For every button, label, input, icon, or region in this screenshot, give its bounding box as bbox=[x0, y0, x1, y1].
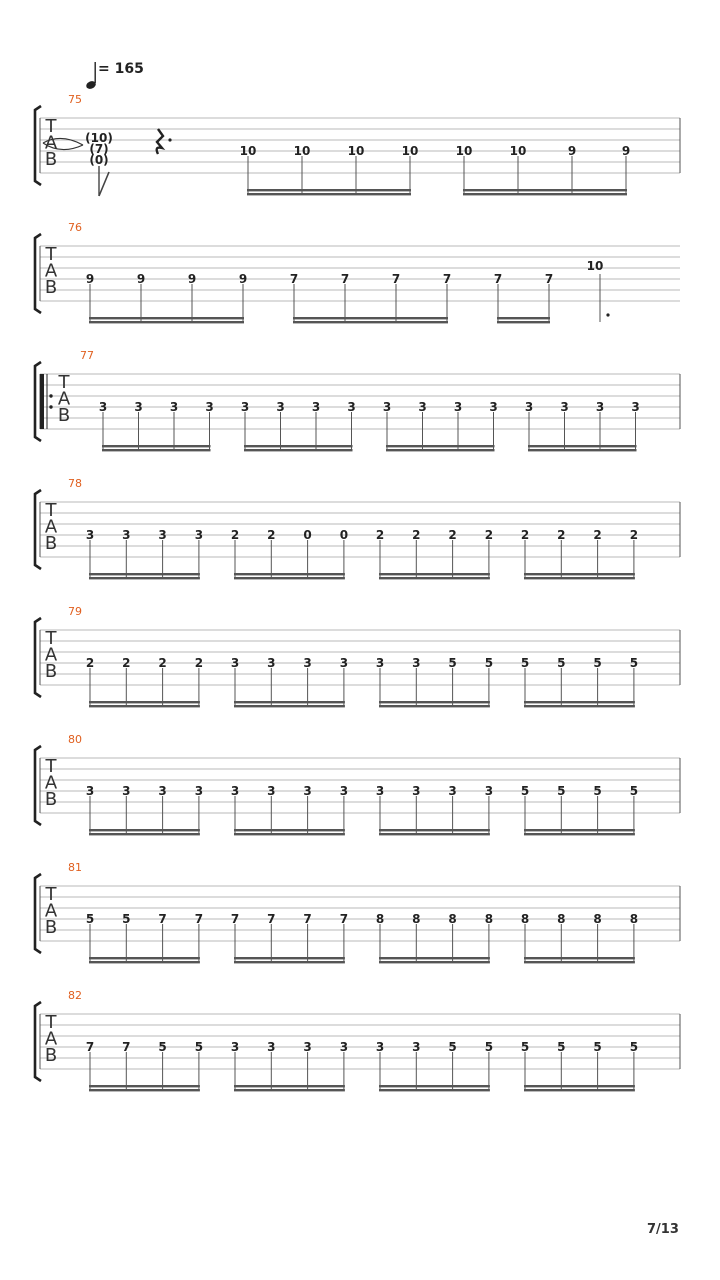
beam bbox=[524, 1089, 635, 1091]
fret-number: 5 bbox=[593, 784, 602, 798]
fret-number: 5 bbox=[629, 656, 639, 670]
tab-system bbox=[0, 989, 720, 1104]
fret-number: 3 bbox=[418, 400, 427, 414]
beam bbox=[89, 701, 200, 703]
beam bbox=[89, 829, 200, 831]
page-number: 7/13 bbox=[647, 1222, 679, 1237]
fret-number: 9 bbox=[567, 144, 577, 158]
fret-number: 5 bbox=[520, 1040, 530, 1054]
fret-number: 7 bbox=[442, 272, 452, 286]
fret-number: 10 bbox=[455, 144, 473, 158]
tab-clef-letter: A bbox=[44, 900, 58, 922]
tab-staff bbox=[0, 354, 720, 464]
fret-number: 7 bbox=[194, 912, 204, 926]
beam bbox=[247, 189, 411, 191]
fret-number: 5 bbox=[484, 1040, 494, 1054]
beam bbox=[234, 961, 345, 963]
fret-number: 3 bbox=[267, 784, 276, 798]
fret-number: 2 bbox=[267, 528, 276, 542]
beam bbox=[102, 449, 211, 451]
beam bbox=[379, 705, 490, 707]
beam bbox=[234, 1085, 345, 1087]
repeat-dot bbox=[49, 394, 52, 397]
fret-number: 3 bbox=[412, 784, 421, 798]
fret-number: 9 bbox=[238, 272, 248, 286]
fret-number: 7 bbox=[289, 272, 299, 286]
fret-number: 3 bbox=[382, 400, 392, 414]
beam bbox=[102, 445, 211, 447]
tab-clef-letter: T bbox=[45, 116, 57, 137]
fret-number: 3 bbox=[158, 528, 167, 542]
tab-clef-letter: B bbox=[57, 405, 71, 426]
beam bbox=[524, 701, 635, 703]
beam bbox=[528, 445, 637, 447]
fret-number: 10 bbox=[239, 144, 257, 158]
fret-number: 3 bbox=[524, 400, 534, 414]
beam bbox=[89, 705, 200, 707]
fret-number: 3 bbox=[134, 400, 143, 414]
chord-fret: (10) bbox=[85, 131, 113, 145]
tab-clef-letter: B bbox=[44, 661, 58, 682]
repeat-dot bbox=[49, 405, 52, 408]
beam bbox=[524, 957, 635, 959]
tab-clef-letter: A bbox=[44, 772, 58, 794]
fret-number: 2 bbox=[593, 528, 602, 542]
beam bbox=[89, 1085, 200, 1087]
tab-clef-letter: B bbox=[44, 789, 58, 810]
fret-number: 0 bbox=[339, 528, 349, 542]
fret-number: 2 bbox=[412, 528, 421, 542]
fret-number: 3 bbox=[230, 656, 240, 670]
beam bbox=[293, 321, 448, 323]
fret-number: 3 bbox=[484, 784, 494, 798]
beam bbox=[234, 573, 345, 575]
fret-number: 7 bbox=[493, 272, 503, 286]
tab-clef-letter: A bbox=[44, 132, 58, 154]
fret-number: 5 bbox=[520, 656, 530, 670]
beam bbox=[524, 1085, 635, 1087]
fret-number: 10 bbox=[293, 144, 311, 158]
beam bbox=[524, 961, 635, 963]
fret-number: 2 bbox=[484, 528, 494, 542]
fret-number: 3 bbox=[276, 400, 285, 414]
fret-number: 10 bbox=[586, 259, 604, 273]
beam bbox=[524, 705, 635, 707]
fret-number: 9 bbox=[136, 272, 146, 286]
tab-system bbox=[0, 861, 720, 976]
fret-number: 5 bbox=[448, 1040, 457, 1054]
fret-number: 2 bbox=[557, 528, 566, 542]
fret-number: 5 bbox=[158, 1040, 167, 1054]
tab-clef-letter: A bbox=[57, 388, 71, 410]
tab-clef-letter: B bbox=[44, 533, 58, 554]
tab-clef-letter: B bbox=[44, 917, 58, 938]
beam bbox=[234, 833, 345, 835]
measure-number: 80 bbox=[68, 733, 82, 746]
fret-number: 5 bbox=[520, 784, 530, 798]
beam bbox=[524, 833, 635, 835]
tab-clef-letter: A bbox=[44, 516, 58, 538]
fret-number: 7 bbox=[303, 912, 312, 926]
fret-number: 5 bbox=[557, 656, 566, 670]
tab-clef-letter: B bbox=[44, 277, 58, 298]
measure-number: 82 bbox=[68, 989, 82, 1002]
beam bbox=[89, 321, 244, 323]
fret-number: 3 bbox=[240, 400, 250, 414]
beam bbox=[497, 321, 550, 323]
fret-number: 8 bbox=[412, 912, 421, 926]
fret-number: 7 bbox=[85, 1040, 95, 1054]
chord-fret: (7) bbox=[89, 142, 109, 156]
fret-number: 2 bbox=[194, 656, 204, 670]
fret-number: 8 bbox=[484, 912, 494, 926]
fret-number: 5 bbox=[593, 656, 602, 670]
beam bbox=[89, 1089, 200, 1091]
fret-number: 3 bbox=[347, 400, 356, 414]
tab-staff bbox=[0, 738, 720, 848]
tab-system bbox=[0, 733, 720, 848]
tab-clef-letter: A bbox=[44, 644, 58, 666]
fret-number: 5 bbox=[557, 784, 566, 798]
fret-number: 8 bbox=[629, 912, 639, 926]
tab-staff bbox=[0, 226, 720, 336]
beam bbox=[497, 317, 550, 319]
fret-number: 3 bbox=[303, 656, 312, 670]
measure-number: 77 bbox=[80, 349, 94, 362]
fret-number: 10 bbox=[401, 144, 419, 158]
fret-number: 3 bbox=[375, 656, 385, 670]
note-flag-icon bbox=[99, 172, 109, 196]
tab-clef-letter: T bbox=[45, 1012, 57, 1033]
fret-number: 8 bbox=[593, 912, 602, 926]
fret-number: 5 bbox=[85, 912, 95, 926]
tab-staff bbox=[0, 98, 720, 208]
beam bbox=[234, 701, 345, 703]
fret-number: 3 bbox=[595, 400, 605, 414]
fret-number: 2 bbox=[158, 656, 167, 670]
fret-number: 5 bbox=[448, 656, 457, 670]
tab-clef-letter: T bbox=[45, 884, 57, 905]
fret-number: 3 bbox=[375, 784, 385, 798]
fret-number: 3 bbox=[230, 1040, 240, 1054]
beam bbox=[234, 1089, 345, 1091]
beam bbox=[379, 577, 490, 579]
fret-number: 7 bbox=[340, 272, 350, 286]
fret-number: 3 bbox=[303, 1040, 312, 1054]
tab-clef-letter: T bbox=[45, 756, 57, 777]
fret-number: 3 bbox=[560, 400, 569, 414]
beam bbox=[89, 317, 244, 319]
beam bbox=[524, 829, 635, 831]
fret-number: 5 bbox=[629, 784, 639, 798]
rest-dot bbox=[168, 138, 171, 141]
fret-number: 5 bbox=[593, 1040, 602, 1054]
fret-number: 3 bbox=[205, 400, 214, 414]
fret-number: 3 bbox=[122, 528, 131, 542]
beam bbox=[234, 957, 345, 959]
fret-number: 5 bbox=[122, 912, 131, 926]
tab-system bbox=[0, 93, 720, 208]
fret-number: 7 bbox=[544, 272, 554, 286]
fret-number: 3 bbox=[169, 400, 179, 414]
fret-number: 3 bbox=[85, 528, 95, 542]
beam bbox=[379, 1085, 490, 1087]
fret-number: 0 bbox=[303, 528, 312, 542]
beam bbox=[524, 577, 635, 579]
fret-number: 5 bbox=[484, 656, 494, 670]
fret-number: 2 bbox=[122, 656, 131, 670]
fret-number: 3 bbox=[158, 784, 167, 798]
beam bbox=[89, 957, 200, 959]
beam bbox=[379, 957, 490, 959]
fret-number: 3 bbox=[412, 656, 421, 670]
fret-number: 3 bbox=[267, 1040, 276, 1054]
fret-number: 5 bbox=[629, 1040, 639, 1054]
measure-number: 78 bbox=[68, 477, 82, 490]
tab-clef-letter: B bbox=[44, 149, 58, 170]
fret-number: 3 bbox=[339, 656, 349, 670]
beam bbox=[234, 577, 345, 579]
tab-clef-letter: T bbox=[45, 244, 57, 265]
tab-staff bbox=[0, 994, 720, 1104]
tab-clef-letter: T bbox=[45, 628, 57, 649]
beam bbox=[379, 701, 490, 703]
fret-number: 3 bbox=[230, 784, 240, 798]
fret-number: 10 bbox=[347, 144, 365, 158]
beam bbox=[89, 577, 200, 579]
beam bbox=[244, 445, 353, 447]
tab-system bbox=[0, 477, 720, 592]
fret-number: 3 bbox=[489, 400, 498, 414]
fret-number: 8 bbox=[448, 912, 457, 926]
beam bbox=[386, 445, 495, 447]
tab-clef-letter: A bbox=[44, 1028, 58, 1050]
beam bbox=[89, 573, 200, 575]
measure-number: 76 bbox=[68, 221, 82, 234]
fret-number: 7 bbox=[230, 912, 240, 926]
beam bbox=[379, 961, 490, 963]
fret-number: 3 bbox=[412, 1040, 421, 1054]
measure-number: 75 bbox=[68, 93, 82, 106]
fret-number: 9 bbox=[187, 272, 197, 286]
tab-clef-letter: B bbox=[44, 1045, 58, 1066]
fret-number: 8 bbox=[375, 912, 385, 926]
fret-number: 3 bbox=[85, 784, 95, 798]
fret-number: 2 bbox=[375, 528, 385, 542]
fret-number: 10 bbox=[509, 144, 527, 158]
fret-number: 2 bbox=[520, 528, 530, 542]
fret-number: 3 bbox=[267, 656, 276, 670]
fret-number: 3 bbox=[194, 528, 204, 542]
tab-system bbox=[0, 221, 720, 336]
fret-number: 3 bbox=[311, 400, 321, 414]
tab-system bbox=[0, 605, 720, 720]
duration-dot bbox=[606, 313, 609, 316]
beam bbox=[247, 193, 411, 195]
repeat-thick-bar bbox=[40, 374, 44, 429]
fret-number: 2 bbox=[448, 528, 457, 542]
fret-number: 3 bbox=[453, 400, 463, 414]
fret-number: 3 bbox=[339, 784, 349, 798]
fret-number: 3 bbox=[448, 784, 457, 798]
fret-number: 7 bbox=[122, 1040, 131, 1054]
fret-number: 7 bbox=[267, 912, 276, 926]
fret-number: 3 bbox=[631, 400, 640, 414]
fret-number: 3 bbox=[122, 784, 131, 798]
fret-number: 3 bbox=[375, 1040, 385, 1054]
tempo-bpm: = 165 bbox=[98, 61, 144, 77]
fret-number: 3 bbox=[339, 1040, 349, 1054]
tab-clef-letter: T bbox=[58, 372, 70, 393]
tab-clef-letter: T bbox=[45, 500, 57, 521]
beam bbox=[293, 317, 448, 319]
beam bbox=[524, 573, 635, 575]
quarter-rest-icon bbox=[157, 129, 163, 154]
beam bbox=[234, 705, 345, 707]
fret-number: 7 bbox=[158, 912, 167, 926]
beam bbox=[386, 449, 495, 451]
beam bbox=[89, 833, 200, 835]
tab-clef-letter: A bbox=[44, 260, 58, 282]
beam bbox=[244, 449, 353, 451]
measure-number: 79 bbox=[68, 605, 82, 618]
beam bbox=[379, 829, 490, 831]
fret-number: 5 bbox=[194, 1040, 204, 1054]
tab-staff bbox=[0, 866, 720, 976]
beam bbox=[463, 189, 627, 191]
tab-staff bbox=[0, 482, 720, 592]
beam bbox=[379, 1089, 490, 1091]
fret-number: 3 bbox=[194, 784, 204, 798]
measure-number: 81 bbox=[68, 861, 82, 874]
beam bbox=[379, 833, 490, 835]
tab-system bbox=[0, 349, 720, 464]
fret-number: 5 bbox=[557, 1040, 566, 1054]
beam bbox=[379, 573, 490, 575]
tab-staff bbox=[0, 610, 720, 720]
fret-number: 7 bbox=[339, 912, 349, 926]
fret-number: 2 bbox=[629, 528, 639, 542]
fret-number: 9 bbox=[85, 272, 95, 286]
fret-number: 2 bbox=[230, 528, 240, 542]
fret-number: 2 bbox=[85, 656, 95, 670]
fret-number: 8 bbox=[557, 912, 566, 926]
beam bbox=[528, 449, 637, 451]
beam bbox=[234, 829, 345, 831]
chord-fret: (0) bbox=[89, 153, 109, 167]
fret-number: 7 bbox=[391, 272, 401, 286]
fret-number: 3 bbox=[303, 784, 312, 798]
fret-number: 8 bbox=[520, 912, 530, 926]
beam bbox=[89, 961, 200, 963]
fret-number: 3 bbox=[98, 400, 108, 414]
fret-number: 9 bbox=[621, 144, 631, 158]
beam bbox=[463, 193, 627, 195]
